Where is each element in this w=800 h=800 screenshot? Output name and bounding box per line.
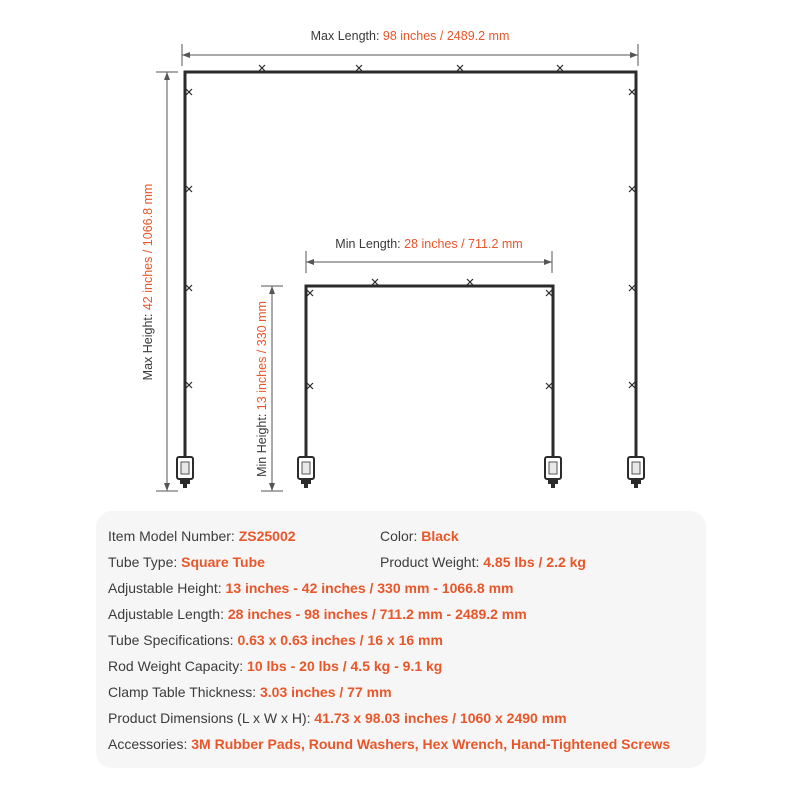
small-frame [298,279,561,488]
spec-accessories: Accessories: 3M Rubber Pads, Round Washers, Hex Wrench, Hand-Tightened Screws [108,736,671,752]
spec-color: Color: Black [380,528,459,544]
spec-tube-specifications: Tube Specifications: 0.63 x 0.63 inches / 16 x 16 mm [108,632,443,648]
spec-adjustable-height: Adjustable Height: 13 inches - 42 inches / 330 mm - 1066.8 mm [108,580,514,596]
spec-product-dimensions: Product Dimensions (L x W x H): 41.73 x 98.03 inches / 1060 x 2490 mm [108,710,567,726]
max-height-dimension [141,72,178,491]
spec-adjustable-length: Adjustable Length: 28 inches - 98 inches / 711.2 mm - 2489.2 mm [108,606,527,622]
spec-product-weight: Product Weight: 4.85 lbs / 2.2 kg [380,554,586,570]
min-height-label: Min Height: 13 inches / 330 mm [255,301,269,477]
min-length-dimension [306,237,552,273]
min-height-dimension [255,286,283,491]
spec-item-model: Item Model Number: ZS25002 [108,528,296,544]
max-length-dimension [182,29,638,66]
spec-tube-type: Tube Type: Square Tube [108,554,265,570]
max-height-label: Max Height: 42 inches / 1066.8 mm [141,183,155,381]
spec-clamp-thickness: Clamp Table Thickness: 3.03 inches / 77 mm [108,684,392,700]
large-frame [177,65,644,488]
max-length-label: Max Length: 98 inches / 2489.2 mm [310,29,510,43]
spec-rod-weight-capacity: Rod Weight Capacity: 10 lbs - 20 lbs / 4.5 kg - 9.1 kg [108,658,443,674]
min-length-label: Min Length: 28 inches / 711.2 mm [335,237,523,251]
spec-panel [96,511,706,768]
